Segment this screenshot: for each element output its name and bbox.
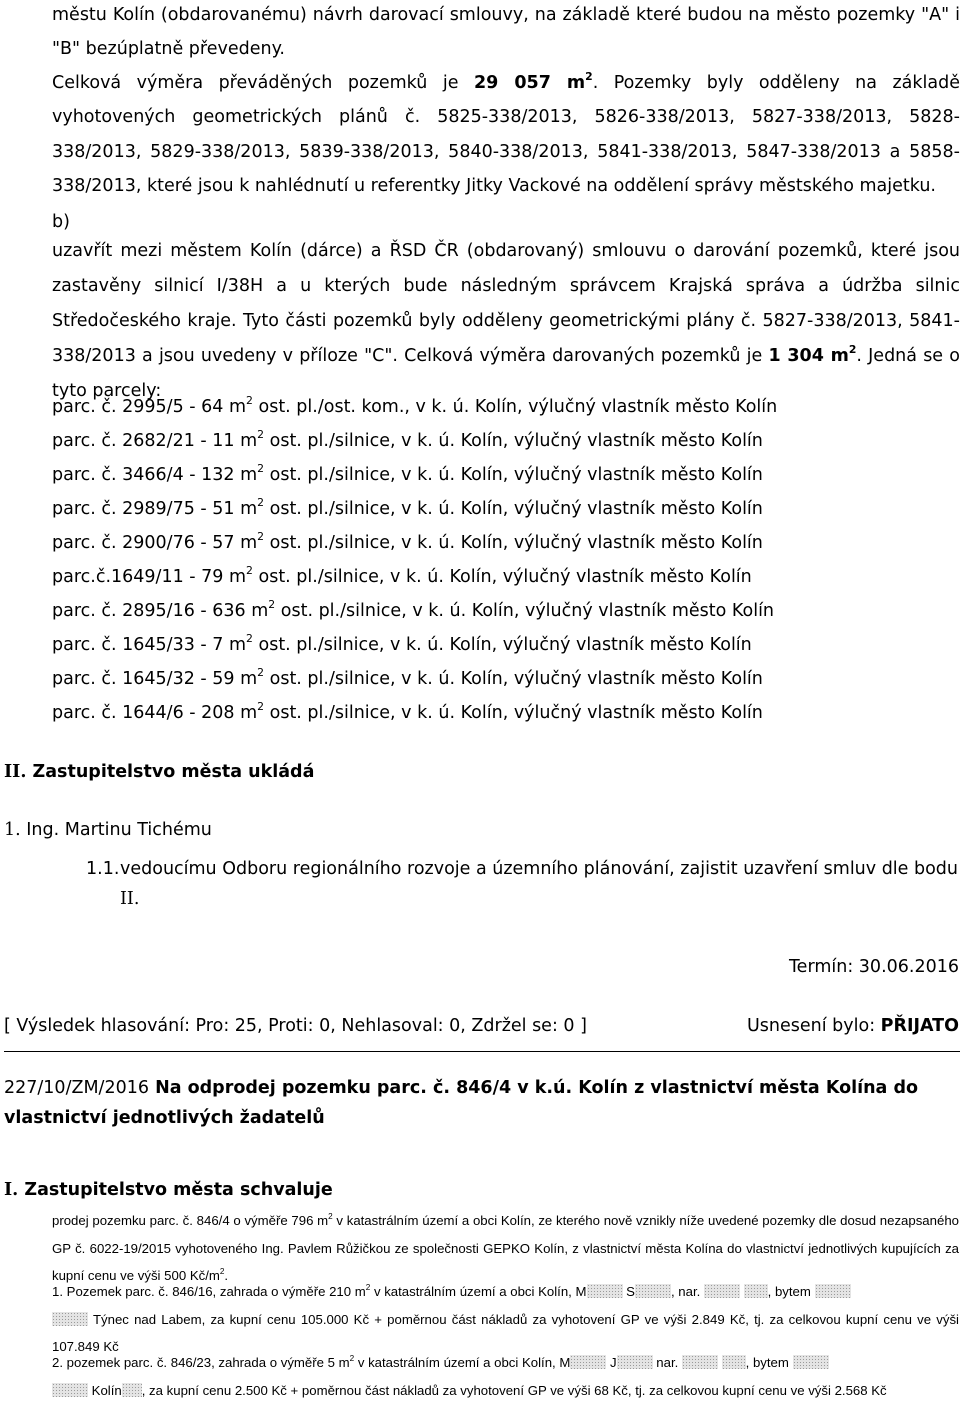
sale-intro: prodej pozemku parc. č. 846/4 o výměře 796 $m^2$ v katastrálním území a obci Kolín, ze kterého nově vznikly níže uvedené pozemky dle dosud nezapsaného GP č. 6022-19/2015 vyhotoveného Ing. Pavlem Růžičkou ze společnosti GEPKO Kolín, z vlastnictví města Kolína do vlastnictví jednotlivých kupujících za kupní cenu ve výši 500 $Kč/m^2$. bbox=[52, 1211, 959, 1284]
person-name: Ing. Martinu Tichému bbox=[26, 820, 212, 840]
redacted-block bbox=[52, 1383, 88, 1397]
deadline: Termín: 30.06.2016 bbox=[788, 957, 959, 977]
section-b-paragraph: uzavřít mezi městem Kolín (dárce) a ŘSD ČR (obdarovaný) smlouvu o darování pozemků, které jsou zastavěny silnicí I/38H a u kterých bude následným správcem Krajská správa a údržba silnic Středočeského kraje. Tyto části pozemků byly odděleny geometrickými plány č. 5827-338/2013, 5841-338/2013 a jsou uvedeny v příloze "C". Celková výměra darovaných pozemků je 1 304 $m^2$. Jedná se o tyto parcely: bbox=[52, 241, 960, 401]
parcel-item: parc. č. 1645/33 - 7 $m^2$ ost. pl./silnice, v k. ú. Kolín, výlučný vlastník město Kolín bbox=[52, 631, 752, 655]
plans-text: . Pozemky byly odděleny na základě vyhotovených geometrických plánů č. 5825-338/2013, 5826-338/2013, 5827-338/2013, 5828-338/2013, 5829-338/2013, 5839-338/2013, 5840-338/2013, 5841-338/2013, 5847-338/2013 a 5858-338/2013, které jsou k nahlédnutí u referentky Jitky Vackové na oddělení správy městského majetku. bbox=[52, 73, 960, 196]
resolution-status: Usnesení bylo: PŘIJATO bbox=[746, 1016, 959, 1036]
redacted-block bbox=[682, 1355, 718, 1369]
redacted-block bbox=[704, 1284, 740, 1298]
divider bbox=[4, 1051, 960, 1052]
sale-item-2: 2. pozemek parc. č. 846/23, zahrada o výměře 5 $m^2$ v katastrálním území a obci Kolín, M J nar. , bytem Kolín , za kupní cenu 2.500 Kč + poměrnou část nákladů za vyhotovení GP ve výši 68 Kč, tj. za celkovou kupní cenu ve výši 2.568 Kč bbox=[52, 1353, 887, 1398]
section-i-heading: I. Zastupitelstvo města schvaluje bbox=[4, 1180, 333, 1200]
redacted-block bbox=[744, 1284, 768, 1298]
redacted-block bbox=[122, 1383, 142, 1397]
parcel-item: parc. č. 2682/21 - 11 $m^2$ ost. pl./silnice, v k. ú. Kolín, výlučný vlastník město Kolín bbox=[52, 427, 763, 451]
intro-paragraph bbox=[52, 0, 960, 203]
redacted-block bbox=[617, 1355, 653, 1369]
redacted-block bbox=[635, 1284, 671, 1298]
redacted-block bbox=[52, 1312, 88, 1326]
parcel-item: parc. č. 2900/76 - 57 $m^2$ ost. pl./silnice, v k. ú. Kolín, výlučný vlastník město Kolín bbox=[52, 529, 763, 553]
resolution-title-cont: vlastnictví jednotlivých žadatelů bbox=[4, 1108, 325, 1128]
assigned-person bbox=[4, 820, 212, 840]
parcel-item: parc.č.1649/11 - 79 $m^2$ ost. pl./silnice, v k. ú. Kolín, výlučný vlastník město Kolín bbox=[52, 563, 752, 587]
redacted-block bbox=[570, 1355, 606, 1369]
parcel-item: parc. č. 2995/5 - 64 $m^2$ ost. pl./ost. kom., v k. ú. Kolín, výlučný vlastník město Kolín bbox=[52, 393, 778, 417]
redacted-block bbox=[587, 1284, 623, 1298]
parcel-item: parc. č. 2989/75 - 51 $m^2$ ost. pl./silnice, v k. ú. Kolín, výlučný vlastník město Kolín bbox=[52, 495, 763, 519]
redacted-block bbox=[793, 1355, 829, 1369]
section-b-area: 1 304 $m^2$ bbox=[768, 342, 857, 366]
parcel-item: parc. č. 1645/32 - 59 $m^2$ ost. pl./silnice, v k. ú. Kolín, výlučný vlastník město Kolín bbox=[52, 665, 763, 689]
redacted-block bbox=[722, 1355, 746, 1369]
parcel-item: parc. č. 2895/16 - 636 $m^2$ ost. pl./silnice, v k. ú. Kolín, výlučný vlastník město Kolín bbox=[52, 597, 775, 621]
redacted-block bbox=[815, 1284, 851, 1298]
vote-result: [ Výsledek hlasování: Pro: 25, Proti: 0, Nehlasoval: 0, Zdržel se: 0 ] bbox=[4, 1016, 587, 1036]
parcel-item: parc. č. 1644/6 - 208 $m^2$ ost. pl./silnice, v k. ú. Kolín, výlučný vlastník město Kolín bbox=[52, 699, 763, 723]
section-b-label: b) bbox=[52, 212, 70, 232]
status-value: PŘIJATO bbox=[880, 1016, 959, 1036]
task-number: 1.1. bbox=[86, 859, 120, 879]
area-value: 29 057 $m^2$ bbox=[473, 70, 593, 94]
person-number: 1. bbox=[4, 820, 27, 840]
section-ii-heading: II. Zastupitelstvo města ukládá bbox=[4, 762, 315, 782]
task-text-cont: II. bbox=[120, 889, 140, 909]
sale-item-1: 1. Pozemek parc. č. 846/16, zahrada o výměře 210 $m^2$ v katastrálním území a obci Kolín, M S , nar. , bytem Týnec nad Labem, za kupní cenu 105.000 Kč + poměrnou část nákladů za vyhotovení GP ve výši 2.849 Kč, tj. za celkovou kupní cenu ve výši 107.849 Kč bbox=[52, 1282, 959, 1355]
intro-line: městu Kolín (obdarovanému) návrh darovací smlouvy, na základě které budou na město pozemky "A" i "B" bezúplatně převedeny. bbox=[52, 5, 960, 60]
resolution-number: 227/10/ZM/2016 bbox=[4, 1078, 149, 1098]
parcel-item: parc. č. 3466/4 - 132 $m^2$ ost. pl./silnice, v k. ú. Kolín, výlučný vlastník město Kolín bbox=[52, 461, 763, 485]
resolution-title: 227/10/ZM/2016 Na odprodej pozemku parc. č. 846/4 v k.ú. Kolín z vlastnictví města Kolína do bbox=[4, 1078, 919, 1098]
task-text: vedoucímu Odboru regionálního rozvoje a územního plánování, zajistit uzavření smluv dle bodu bbox=[120, 859, 959, 879]
area-text: Celková výměra převáděných pozemků je bbox=[52, 73, 474, 94]
